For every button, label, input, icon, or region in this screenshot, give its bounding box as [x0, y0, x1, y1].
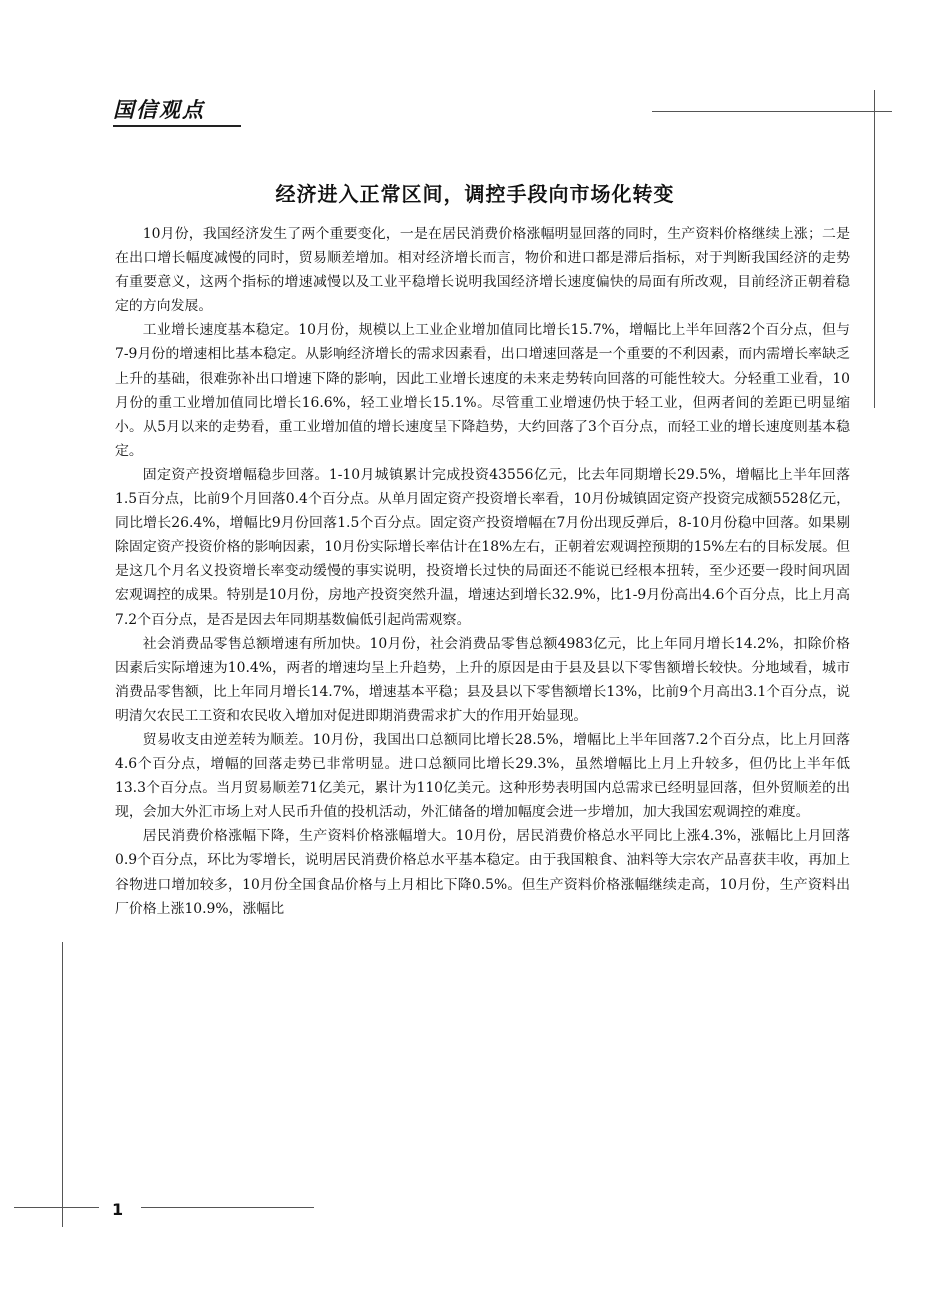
- brand-underline: [113, 125, 241, 127]
- paragraph-trade: 贸易收支由逆差转为顺差。10月份，我国出口总额同比增长28.5%，增幅比上半年回落7.2个百分点，比上月回落4.6个百分点，增幅的回落走势已非常明显。进口总额同比增长29.3%，虽然增幅比上月上升较多，但仍比上半年低13.3个百分点。当月贸易顺差71亿美元，累计为110亿美元。这种形势表明国内总需求已经明显回落，但外贸顺差的出现，会加大外汇市场上对人民币升值的投机活动，外汇储备的增加幅度会进一步增加，加大我国宏观调控的难度。: [115, 731, 850, 821]
- crop-mark-bottom-rule: [141, 1207, 314, 1208]
- crop-mark-top-right-horizontal: [652, 111, 892, 112]
- section-brand: 国信观点: [113, 98, 205, 122]
- paragraph-industry: 工业增长速度基本稳定。10月份，规模以上工业企业增加值同比增长15.7%，增幅比上半年回落2个百分点，但与7-9月份的增速相比基本稳定。从影响经济增长的需求因素看，出口增速回落是一个重要的不利因素，而内需增长率缺乏上升的基础，很难弥补出口增速下降的影响，因此工业增长速度的未来走势转向回落的可能性较大。分轻重工业看，10月份的重工业增加值同比增长16.6%，轻工业增长15.1%。尽管重工业增速仍快于轻工业，但两者间的差距已明显缩小。从5月以来的走势看，重工业增加值的增长速度呈下降趋势，大约回落了3个百分点，而轻工业的增长速度则基本稳定。: [115, 322, 850, 459]
- page-number: 1: [112, 1200, 124, 1219]
- article-body: [115, 222, 850, 921]
- crop-mark-top-right-vertical: [874, 90, 875, 408]
- paragraph-retail: 社会消费品零售总额增速有所加快。10月份，社会消费品零售总额4983亿元，比上年同月增长14.2%，扣除价格因素后实际增速为10.4%，两者的增速均呈上升趋势，上升的原因是由于县及县以下零售额增长较快。分地域看，城市消费品零售额，比上年同月增长14.7%，增速基本平稳；县及县以下零售额增长13%，比前9个月高出3.1个百分点，说明清欠农民工工资和农民收入增加对促进即期消费需求扩大的作用开始显现。: [115, 635, 850, 724]
- paragraph-investment: 固定资产投资增幅稳步回落。1-10月城镇累计完成投资43556亿元，比去年同期增长29.5%，增幅比上半年回落1.5百分点，比前9个月回落0.4个百分点。从单月固定资产投资增长率看，10月份城镇固定资产投资完成额5528亿元，同比增长26.4%，增幅比9月份回落1.5个百分点。固定资产投资增幅在7月份出现反弹后，8-10月份稳中回落。如果剔除固定资产投资价格的影响因素，10月份实际增长率估计在18%左右，正朝着宏观调控预期的15%左右的目标发展。但是这几个月名义投资增长率变动缓慢的事实说明，投资增长过快的局面还不能说已经根本扭转，至少还要一段时间巩固宏观调控的成果。特别是10月份，房地产投资突然升温，增速达到增长32.9%，比1-9月份高出4.6个百分点，比上月高7.2个百分点，是否是因去年同期基数偏低引起尚需观察。: [115, 466, 850, 628]
- paragraph-intro: 10月份，我国经济发生了两个重要变化，一是在居民消费价格涨幅明显回落的同时，生产资料价格继续上涨；二是在出口增长幅度减慢的同时，贸易顺差增加。相对经济增长而言，物价和进口都是滞后指标，对于判断我国经济的走势有重要意义，这两个指标的增速减慢以及工业平稳增长说明我国经济增长速度偏快的局面有所改观，目前经济正朝着稳定的方向发展。: [115, 226, 850, 315]
- crop-mark-bottom-left-horizontal: [14, 1207, 99, 1208]
- crop-mark-bottom-left-vertical: [62, 942, 63, 1227]
- paragraph-prices: 居民消费价格涨幅下降，生产资料价格涨幅增大。10月份，居民消费价格总水平同比上涨4.3%，涨幅比上月回落0.9个百分点，环比为零增长，说明居民消费价格总水平基本稳定。由于我国粮食、油料等大宗农产品喜获丰收，再加上谷物进口增加较多，10月份全国食品价格与上月相比下降0.5%。但生产资料价格涨幅继续走高，10月份，生产资料出厂价格上涨10.9%，涨幅比: [115, 828, 850, 917]
- article-title: 经济进入正常区间，调控手段向市场化转变: [275, 182, 675, 206]
